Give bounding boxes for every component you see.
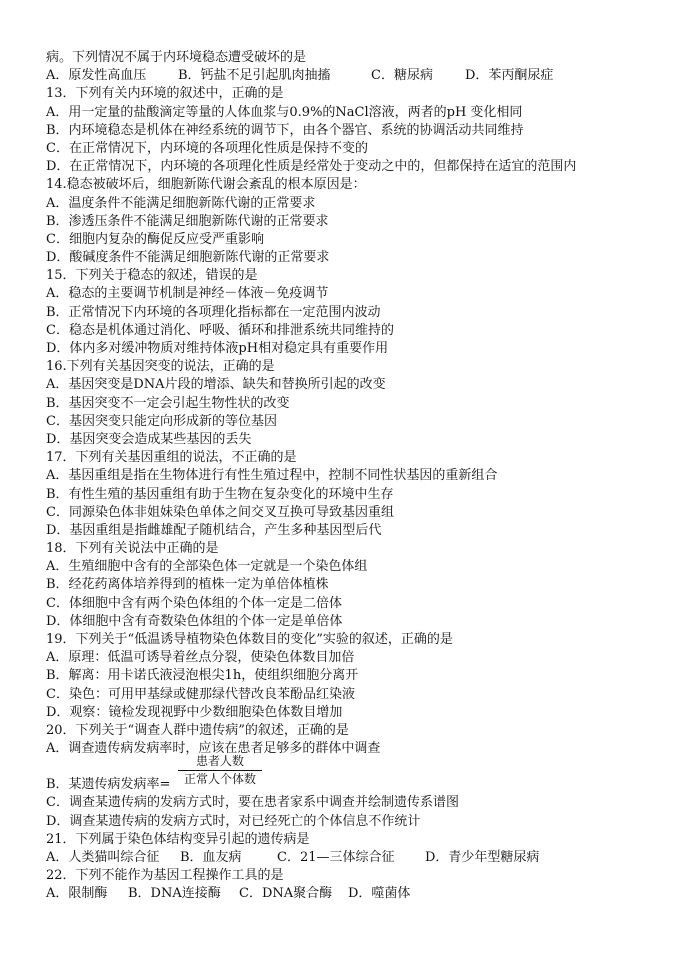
q12-options (46, 67, 676, 85)
text-line: B．正常情况下内环境的各项理化指标都在一定范围内波动 (46, 304, 381, 320)
text-line: D．体细胞中含有奇数染色体组的个体一定是单倍体 (46, 613, 343, 629)
text-line: A．生殖细胞中含有的全部染色体一定就是一个染色体组 (46, 559, 368, 575)
text-line: D．调查某遗传病的发病方式时，对已经死亡的个体信息不作统计 (46, 813, 421, 829)
text-line: A．基因重组是指在生物体进行有性生殖过程中，控制不同性状基因的重新组合 (46, 468, 498, 484)
q21-options (46, 849, 676, 867)
question-stem: 20．下列关于“调查人群中遗传病”的叙述，正确的是 (46, 722, 349, 738)
text-line: C．基因突变只能定向形成新的等位基因 (46, 413, 277, 429)
text-line: C．调查某遗传病的发病方式时，要在患者家系中调查并绘制遗传系谱图 (46, 795, 459, 811)
text-line: D．基因突变会造成某些基因的丢失 (46, 431, 252, 447)
question-stem: 13．下列有关内环境的叙述中，正确的是 (46, 86, 284, 102)
option-d: D．噬菌体 (348, 886, 411, 902)
option-c: C．糖尿病 (371, 68, 433, 84)
text-line: C．体细胞中含有两个染色体组的个体一定是二倍体 (46, 595, 342, 611)
text-line: A．原理：低温可诱导着丝点分裂，使染色体数目加倍 (46, 650, 355, 666)
text-line: C．染色：可用甲基绿或健那绿代替改良苯酚品红染液 (46, 686, 355, 702)
question-stem: 18．下列有关说法中正确的是 (46, 541, 219, 557)
option-a: A．人类猫叫综合征 (46, 849, 160, 865)
option-b: B．钙盐不足引起肌肉抽搐 (178, 68, 331, 84)
text-line: B．有性生殖的基因重组有助于生物在复杂变化的环境中生存 (46, 486, 394, 502)
fraction-denominator: 正常人个体数 (183, 772, 256, 787)
question-stem: 19．下列关于“低温诱导植物染色体数目的变化”实验的叙述，正确的是 (46, 632, 453, 647)
text-line: B．渗透压条件不能满足细胞新陈代谢的正常要求 (46, 213, 329, 229)
option-b: B．血友病 (180, 849, 242, 865)
question-stem: 16.下列有关基因突变的说法，正确的是 (46, 359, 275, 375)
fraction (178, 753, 262, 788)
option-c: C．21—三体综合征 (277, 849, 395, 865)
text-line: D．基因重组是指雌雄配子随机结合，产生多种基因型后代 (46, 522, 382, 538)
text-line: D．酸碱度条件不能满足细胞新陈代谢的正常要求 (46, 250, 330, 266)
text-line: B．内环境稳态是机体在神经系统的调节下，由各个器官、系统的协调活动共同维持 (46, 122, 524, 138)
text-line: B．基因突变不一定会引起生物性状的改变 (46, 395, 290, 411)
text-line: B．经花药离体培养得到的植株一定为单倍体植株 (46, 577, 329, 593)
text-line: D．在正常情况下，内环境的各项理化性质是经常处于变动之中的，但都保持在适宜的范围内 (46, 159, 577, 175)
option-b: B．DNA连接酶 (128, 886, 221, 902)
text-line: 病。下列情况不属于内环境稳态遭受破坏的是 (46, 50, 307, 65)
text-line: A．稳态的主要调节机制是神经－体液－免疫调节 (46, 286, 329, 302)
option-c: C．DNA聚合酶 (239, 886, 333, 902)
text-line: B．解离：用卡诺氏液浸泡根尖1h，使组织细胞分离开 (46, 668, 359, 684)
fraction-option-b (46, 754, 676, 794)
question-stem: 14.稳态被破坏后，细胞新陈代谢会紊乱的根本原因是： (46, 177, 366, 193)
text-line: C．细胞内复杂的酶促反应受严重影响 (46, 231, 264, 247)
text-line: D．体内多对缓冲物质对维持体液pH相对稳定具有重要作用 (46, 341, 389, 356)
text-line: C．同源染色体非姐妹染色单体之间交叉互换可导致基因重组 (46, 504, 394, 520)
text-line: D．观察：镜检发现视野中少数细胞染色体数目增加 (46, 704, 343, 720)
text-line: A．温度条件不能满足细胞新陈代谢的正常要求 (46, 195, 316, 211)
question-stem: 22．下列不能作为基因工程操作工具的是 (46, 868, 284, 884)
option-d: D．苯丙酮尿症 (465, 68, 554, 84)
option-a: A．原发性高血压 (46, 68, 147, 84)
question-stem: 17．下列有关基因重组的说法，不正确的是 (46, 450, 297, 466)
option-d: D．青少年型糖尿病 (425, 849, 540, 865)
document-page (46, 49, 676, 903)
fraction-numerator: 患者人数 (195, 754, 244, 769)
fraction-label: B．某遗传病发病率= (46, 777, 171, 793)
text-line: C．在正常情况下，内环境的各项理化性质是保持不变的 (46, 140, 368, 156)
text-line: A．用一定量的盐酸滴定等量的人体血浆与0.9%的NaCl溶液，两者的pH 变化相同 (46, 104, 523, 120)
option-a: A．限制酶 (46, 886, 108, 902)
text-line: A．调查遗传病发病率时，应该在患者足够多的群体中调查 (46, 741, 381, 757)
text-line: A．基因突变是DNA片段的增添、缺失和替换所引起的改变 (46, 377, 386, 393)
question-stem: 21．下列属于染色体结构变异引起的遗传病是 (46, 831, 310, 847)
question-stem: 15．下列关于稳态的叙述，错误的是 (46, 268, 258, 284)
text-line: C．稳态是机体通过消化、呼吸、循环和排泄系统共同维持的 (46, 322, 394, 338)
q22-options (46, 885, 676, 903)
